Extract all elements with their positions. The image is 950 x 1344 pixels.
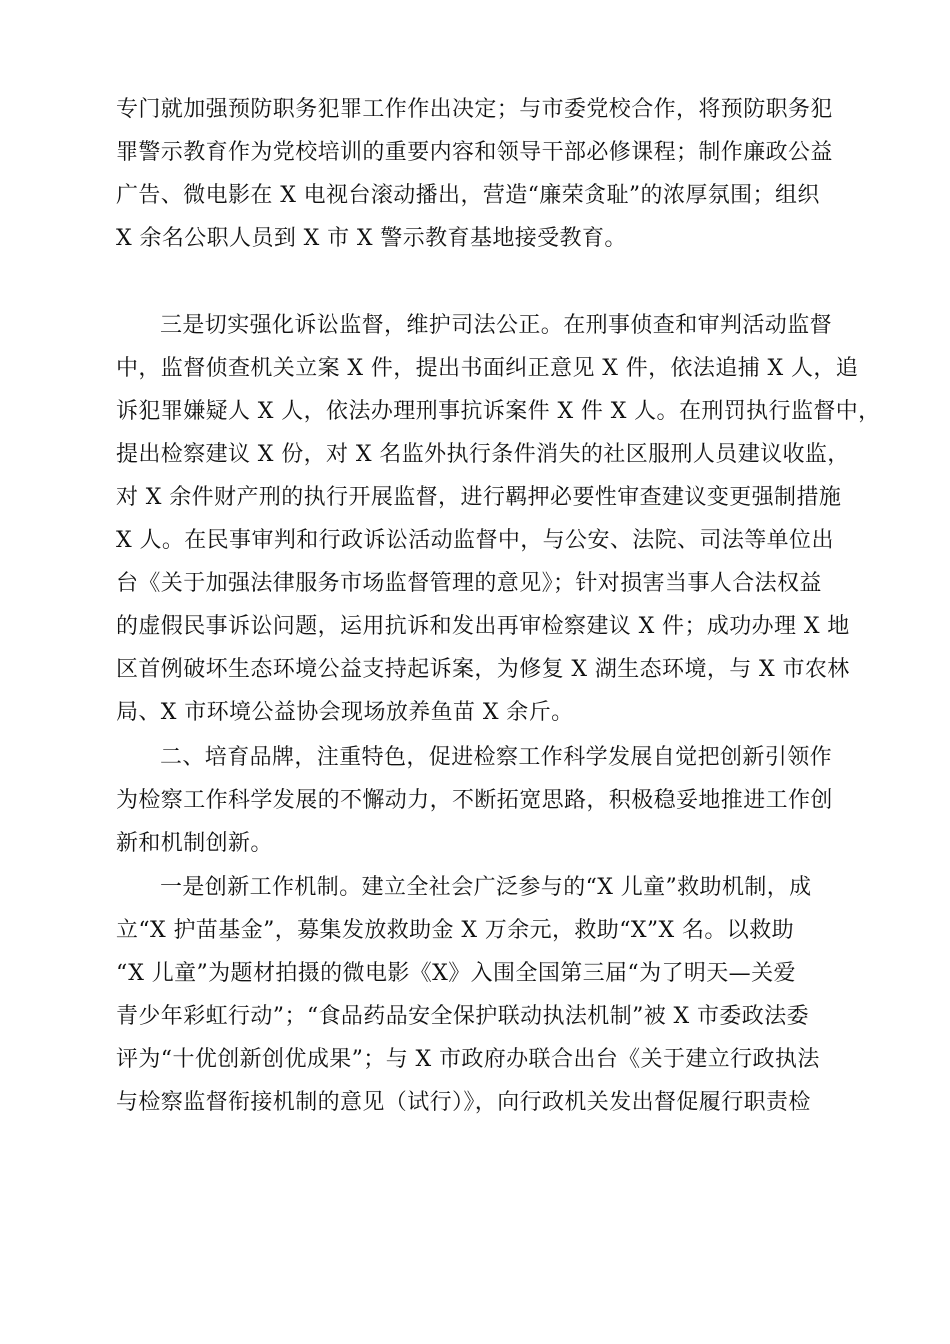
paragraph-line: X 余名公职人员到 X 市 X 警示教育基地接受教育。	[116, 226, 627, 251]
paragraph-3	[116, 736, 836, 865]
paragraph-line: 诉犯罪嫌疑人 X 人，依法办理刑事抗诉案件 X 件 X 人。在刑罚执行监督中，	[116, 399, 881, 424]
paragraph-line: 的虚假民事诉讼问题，运用抗诉和发出再审检察建议 X 件；成功办理 X 地	[116, 614, 850, 639]
paragraph-line: 提出检察建议 X 份，对 X 名监外执行条件消失的社区服刑人员建议收监，	[116, 442, 850, 467]
paragraph-line: 新和机制创新。	[116, 831, 273, 856]
paragraph-line: 立“X 护苗基金”，募集发放救助金 X 万余元，救助“X”X 名。以救助	[116, 918, 795, 943]
paragraph-1	[116, 88, 836, 260]
paragraph-line: 广告、微电影在 X 电视台滚动播出，营造“廉荣贪耻”的浓厚氛围；组织	[116, 183, 820, 208]
paragraph-line: 为检察工作科学发展的不懈动力，不断拓宽思路，积极稳妥地推进工作创	[116, 788, 833, 813]
paragraph-line: 三是切实强化诉讼监督，维护司法公正。在刑事侦查和审判活动监督	[160, 313, 833, 338]
paragraph-line: 局、X 市环境公益协会现场放养鱼苗 X 余斤。	[116, 700, 574, 725]
paragraph-line: 区首例破坏生态环境公益支持起诉案，为修复 X 湖生态环境，与 X 市农林	[116, 657, 850, 682]
paragraph-line: 专门就加强预防职务犯罪工作作出决定；与市委党校合作，将预防职务犯	[116, 97, 833, 122]
paragraph-line: 二、培育品牌，注重特色，促进检察工作科学发展自觉把创新引领作	[160, 745, 833, 770]
paragraph-4	[116, 866, 836, 1124]
paragraph-line: 青少年彩虹行动”；“食品药品安全保护联动执法机制”被 X 市委政法委	[116, 1004, 809, 1029]
paragraph-line: “X 儿童”为题材拍摄的微电影《X》入围全国第三届“为了明天—关爱	[116, 961, 796, 986]
paragraph-line: 与检察监督衔接机制的意见（试行）》，向行政机关发出督促履行职责检	[116, 1090, 811, 1115]
paragraph-line: 罪警示教育作为党校培训的重要内容和领导干部必修课程；制作廉政公益	[116, 140, 833, 165]
paragraph-line: 一是创新工作机制。建立全社会广泛参与的“X 儿童”救助机制，成	[160, 875, 812, 900]
paragraph-line: 中，监督侦查机关立案 X 件，提出书面纠正意见 X 件，依法追捕 X 人，追	[116, 356, 859, 381]
paragraph-2	[116, 304, 881, 734]
paragraph-line: 台《关于加强法律服务市场监督管理的意见》；针对损害当事人合法权益	[116, 571, 822, 596]
paragraph-line: X 人。在民事审判和行政诉讼活动监督中，与公安、法院、司法等单位出	[116, 528, 834, 553]
paragraph-line: 评为“十优创新创优成果”；与 X 市政府办联合出台《关于建立行政执法	[116, 1047, 820, 1072]
paragraph-line: 对 X 余件财产刑的执行开展监督，进行羁押必要性审查建议变更强制措施	[116, 485, 842, 510]
